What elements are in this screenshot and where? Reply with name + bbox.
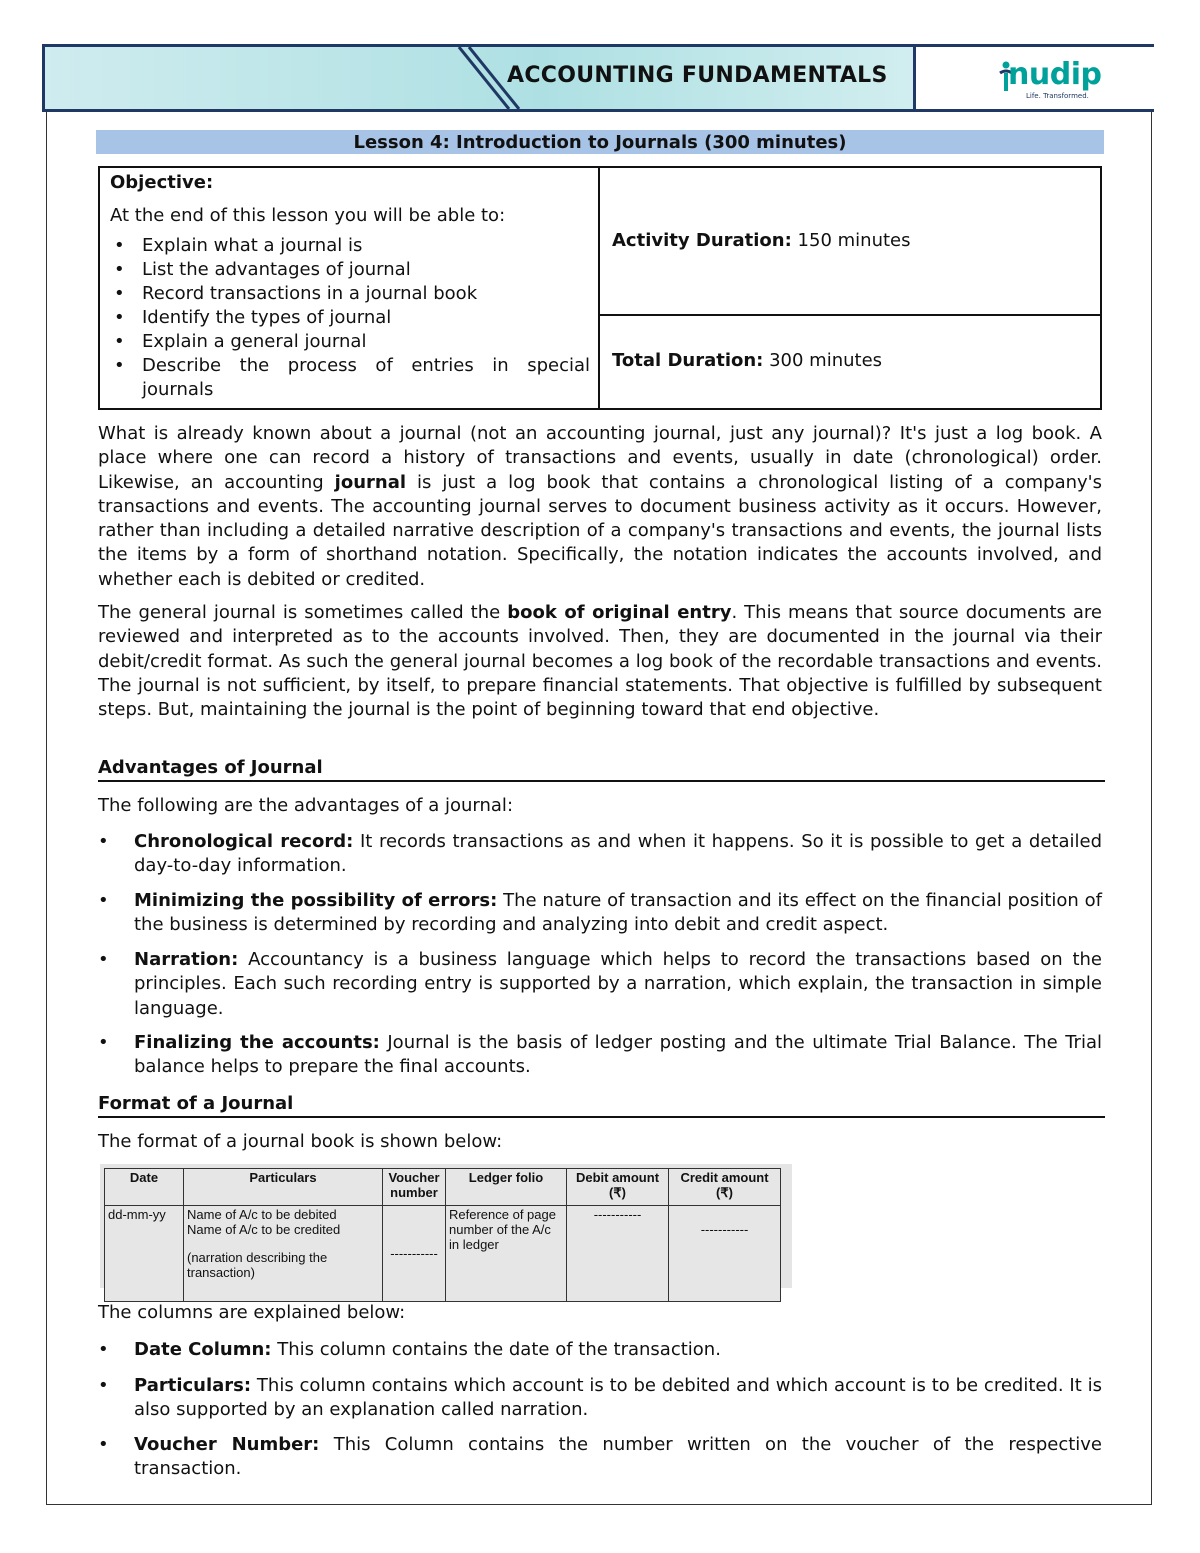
advantages-heading: Advantages of Journal [98,756,1105,782]
column-term: Date Column: [134,1339,272,1360]
objective-item: • List the advantages of journal [110,258,590,282]
bullet-icon: • [98,1339,109,1360]
intro-p1-bold: journal [334,471,407,493]
table-header: Voucher number [383,1169,446,1206]
intro-paragraph-2 [98,601,1102,722]
advantage-text: The nature of transaction and its effect on the financial position of the business is determined by recording and analyzing into debit and credit aspect. [134,890,1102,936]
journal-format-table [104,1168,781,1302]
table-header: Ledger folio [446,1169,567,1206]
objective-item: • Identify the types of journal [110,306,590,330]
columns-lead: The columns are explained below: [98,1302,406,1323]
table-cell-date: dd-mm-yy [105,1206,184,1302]
objective-lead: At the end of this lesson you will be able to: [110,205,506,226]
activity-duration-label: Activity Duration: [612,230,792,251]
advantage-term: Finalizing the accounts: [134,1032,380,1053]
journal-format-image [100,1164,792,1288]
bullet-icon: • [98,1032,109,1053]
column-item [98,1433,1102,1482]
column-text: This Column contains the number written on the voucher of the respective transaction. [134,1434,1103,1480]
advantage-term: Minimizing the possibility of errors: [134,890,498,911]
total-duration-value: 300 minutes [763,350,883,371]
column-text: This column contains which account is to be debited and which account is to be credited. It is also supported by an explanation called narration. [134,1375,1102,1421]
objective-item: • Explain what a journal is [110,234,590,258]
activity-duration-value: 150 minutes [791,230,911,251]
format-lead: The format of a journal book is shown below: [98,1131,503,1152]
table-row [105,1206,781,1302]
table-header: Debit amount (₹) [567,1169,669,1206]
bullet-icon: • [98,1375,109,1396]
advantage-term: Narration: [134,949,239,970]
advantage-text: It records transactions as and when it happens. So it is possible to get a detailed day-to-day information. [134,831,1103,877]
table-cell-ledger: Reference of page number of the A/c in ledger [446,1206,567,1302]
bullet-icon: • [98,831,109,852]
intro-p1-text-a: What is already known about a journal (not an accounting journal, just any journal)? It's just a log book. A place where one can record a history of transactions and events, usually in date (chronological) order. Likewise, an accounting [98,423,1102,493]
table-cell-voucher: ----------- [383,1206,446,1302]
advantage-text: Journal is the basis of ledger posting and the ultimate Trial Balance. The Trial balance helps to prepare the final accounts. [134,1032,1102,1078]
objective-cell [100,168,600,408]
column-item [98,1374,1102,1423]
bullet-icon: • [98,949,109,970]
logo-text: nudip [1008,57,1102,92]
particulars-credit: Name of A/c to be credited [187,1222,341,1237]
advantage-text: Accountancy is a business language which helps to record the transactions based on the principles. Each such recording entry is supported by a narration, which explain, the transaction in simple language. [134,949,1102,1019]
table-header: Date [105,1169,184,1206]
header-banner [42,44,1154,112]
objective-item: • Explain a general journal [110,330,590,354]
total-duration-label: Total Duration: [612,350,764,371]
bullet-icon: • [98,890,109,911]
objective-table [98,166,1102,410]
table-header: Credit amount (₹) [669,1169,781,1206]
format-heading: Format of a Journal [98,1092,1105,1118]
advantage-term: Chronological record: [134,831,354,852]
advantages-lead: The following are the advantages of a journal: [98,795,514,816]
header-title: ACCOUNTING FUNDAMENTALS [507,63,888,88]
advantage-item [98,948,1102,1021]
table-header-row [105,1169,781,1206]
intro-p2-text-b: . This means that source documents are reviewed and interpreted as to the accounts involved. Then, they are documented in the journal via their debit/credit format. As such the general journal becomes a log book of the recordable transactions and events. The journal is not sufficient, by itself, to prepare financial statements. That objective is fulfilled by subsequent steps. But, maintaining the journal is the point of beginning toward that end objective. [98,602,1102,721]
table-cell-particulars [184,1206,383,1302]
column-item [98,1338,1102,1362]
table-cell-credit: ----------- [669,1206,781,1302]
objective-item: • Record transactions in a journal book [110,282,590,306]
table-cell-debit: ----------- [567,1206,669,1302]
bullet-icon: • [98,1434,109,1455]
advantage-item [98,830,1102,879]
intro-p2-text-a: The general journal is sometimes called the [98,602,508,623]
activity-duration [612,230,911,251]
logo [913,47,1154,109]
advantage-item [98,1031,1102,1080]
logo-tagline: Life. Transformed. [1026,92,1089,100]
intro-p1-text-b: is just a log book that contains a chronological listing of a company's transactions and events. The accounting journal serves to document business activity as it occurs. However, rather than including a detailed narrative description of a company's transactions and events, the journal lists the items by a form of shorthand notation. Specifically, the notation indicates the accounts involved, and whether each is debited or credited. [98,471,1102,590]
total-duration-cell [600,316,1100,408]
column-text: This column contains the date of the transaction. [271,1339,721,1360]
column-term: Voucher Number: [134,1434,320,1455]
particulars-debit: Name of A/c to be debited [187,1207,337,1222]
column-term: Particulars: [134,1375,252,1396]
objective-item: • Describe the process of entries in special journals [110,354,590,402]
total-duration [612,350,882,371]
table-header: Particulars [184,1169,383,1206]
intro-p2-bold: book of original entry [507,602,732,623]
advantage-item [98,889,1102,938]
intro-paragraph-1 [98,422,1102,592]
objective-heading: Objective: [110,172,214,193]
particulars-narration: (narration describing the transaction) [187,1250,328,1280]
objective-list [110,234,590,402]
activity-duration-cell [600,168,1100,316]
lesson-title: Lesson 4: Introduction to Journals (300 minutes) [96,130,1104,154]
